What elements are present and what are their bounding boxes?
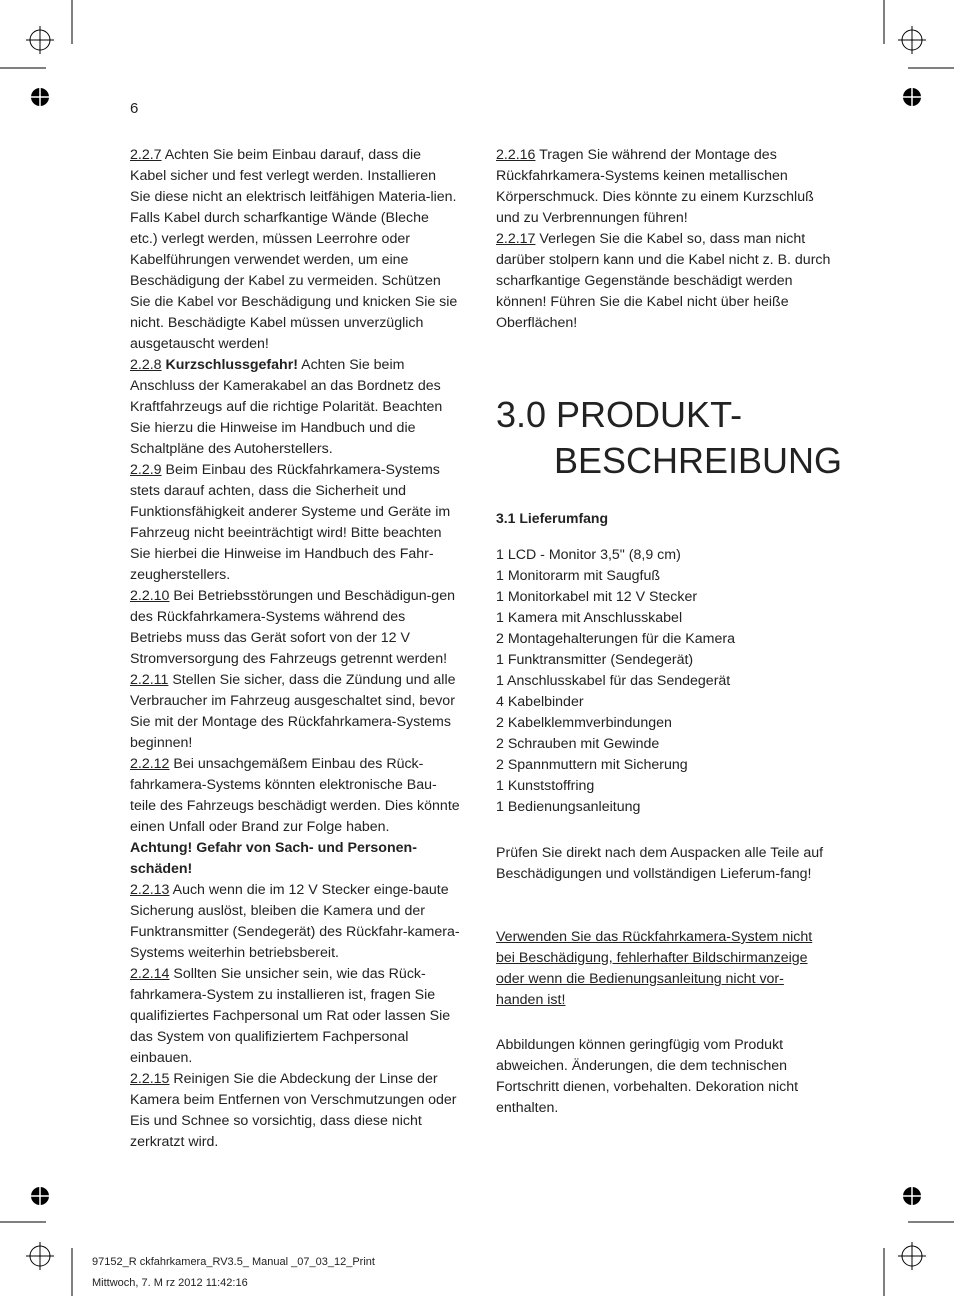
paragraph-text: Sollten Sie unsicher sein, wie das Rück-fahrkamera-System zu installieren ist, fragen Sie qualifiziertes Fachpersonal um Rat oder lassen Sie das System von qualifiziertem Fachpersonal einbauen. bbox=[130, 966, 451, 1066]
right-column-top bbox=[496, 145, 831, 334]
section-ref: 2.2.17 bbox=[496, 231, 536, 247]
paragraph bbox=[130, 1069, 460, 1153]
paragraph-text: Verlegen Sie die Kabel so, dass man nicht darüber stolpern kann und die Kabel nicht z. B. durch scharfkantige Gegenstände beschädigt werden können! Führen Sie die Kabel nicht über heiße Oberflächen! bbox=[496, 231, 831, 331]
warning-text: Verwenden Sie das Rückfahrkamera-System nicht bei Beschädigung, fehlerhafter Bildschirmanzeige oder wenn die Bedienungsanleitung nicht vor-handen ist! bbox=[496, 929, 813, 1008]
disclaimer-text: Abbildungen können geringfügig vom Produkt abweichen. Änderungen, die dem technischen Fortschritt dienen, vorbehalten. Dekoration nicht enthalten. bbox=[496, 1037, 799, 1116]
list-item: 2 Spannmuttern mit Sicherung bbox=[496, 757, 688, 773]
paragraph bbox=[130, 145, 460, 355]
bold-text: Kurzschlussgefahr! bbox=[161, 357, 298, 373]
list-item: 1 Bedienungsanleitung bbox=[496, 799, 641, 815]
section-ref: 2.2.10 bbox=[130, 588, 170, 604]
section-ref: 2.2.16 bbox=[496, 147, 536, 163]
paragraph-text: Tragen Sie während der Montage des Rückfahrkamera-Systems keinen metallischen Körperschmuck. Dies könnte zu einem Kurzschluß und zu Verbrennungen führen! bbox=[496, 147, 814, 226]
paragraph bbox=[130, 586, 460, 670]
subheading: 3.1 Lieferumfang bbox=[496, 510, 609, 526]
section-ref: 2.2.7 bbox=[130, 147, 162, 163]
paragraph-text: Bei Betriebsstörungen und Beschädigun-gen des Rückfahrkamera-Systems während des Betriebs muss das Gerät sofort von der 12 V Stromversorgung des Fahrzeugs getrennt werden! bbox=[130, 588, 455, 667]
list-item: 1 Monitorkabel mit 12 V Stecker bbox=[496, 589, 698, 605]
footer-line-2: Mittwoch, 7. M rz 2012 11:42:16 bbox=[92, 1277, 248, 1289]
paragraph bbox=[130, 670, 460, 754]
paragraph-text: Achten Sie beim Anschluss der Kamerakabel an das Bordnetz des Kraftfahrzeugs auf die richtige Polarität. Beachten Sie hierzu die Hinweise im Handbuch und die Schaltpläne des Autoherstellers. bbox=[130, 357, 443, 457]
heading-line-1: 3.0 PRODUKT- bbox=[496, 394, 743, 435]
section-heading bbox=[496, 392, 916, 484]
paragraph bbox=[130, 964, 460, 1069]
left-column bbox=[130, 145, 460, 1153]
section-ref: 2.2.12 bbox=[130, 756, 170, 772]
section-ref: 2.2.9 bbox=[130, 462, 162, 478]
list-item: 2 Kabelklemmverbindungen bbox=[496, 715, 672, 731]
section-ref: 2.2.15 bbox=[130, 1071, 170, 1087]
paragraph-text: Stellen Sie sicher, dass die Zündung und alle Verbraucher im Fahrzeug ausgeschaltet sind, bevor Sie mit der Montage des Rückfahrkamera-Systems beginnen! bbox=[130, 672, 456, 751]
bold-text: Achtung! Gefahr von Sach- und Personen-schäden! bbox=[130, 840, 417, 877]
list-item: 1 Monitorarm mit Saugfuß bbox=[496, 568, 661, 584]
paragraph bbox=[130, 460, 460, 586]
section-ref: 2.2.11 bbox=[130, 672, 169, 688]
paragraph-text: Auch wenn die im 12 V Stecker einge-baute Sicherung auslöst, bleiben die Kamera und der Funktransmitter (Sendegerät) des Rückfahr-kamera-Systems weiterhin betriebsbereit. bbox=[130, 882, 460, 961]
paragraph bbox=[130, 754, 460, 838]
list-item: 2 Schrauben mit Gewinde bbox=[496, 736, 660, 752]
paragraph bbox=[130, 880, 460, 964]
paragraph-text: Achten Sie beim Einbau darauf, dass die Kabel sicher und fest verlegt werden. Installieren Sie diese nicht an elektrisch leitfähigen Materia-lien. Falls Kabel durch scharfkantige Wände (Bleche etc.) verlegt werden, müssen Leerrohre oder Kabelführungen verwendet werden, um eine Beschädigung der Kabel zu vermeiden. Schützen Sie die Kabel vor Beschädigung und knicken Sie sie nicht. Beschädigte Kabel müssen unverzüglich ausgetauscht werden! bbox=[130, 147, 458, 352]
paragraph-text: Bei unsachgemäßem Einbau des Rück-fahrkamera-Systems könnten elektronische Bau-teile des Fahrzeugs beschädigt werden. Dies könnte einen Unfall oder Brand zur Folge haben. bbox=[130, 756, 460, 835]
list-item: 1 Kamera mit Anschlusskabel bbox=[496, 610, 683, 626]
delivery-list bbox=[496, 545, 735, 818]
paragraph bbox=[496, 229, 831, 334]
paragraph-text: Reinigen Sie die Abdeckung der Linse der Kamera beim Entfernen von Verschmutzungen oder Eis und Schnee so vorsichtig, dass diese nicht zerkratzt wird. bbox=[130, 1071, 457, 1150]
paragraph bbox=[130, 355, 460, 460]
list-item: 1 Kunststoffring bbox=[496, 778, 595, 794]
paragraph bbox=[130, 838, 460, 880]
section-ref: 2.2.8 bbox=[130, 357, 162, 373]
list-item: 4 Kabelbinder bbox=[496, 694, 584, 710]
list-item: 1 LCD - Monitor 3,5" (8,9 cm) bbox=[496, 547, 681, 563]
check-text: Prüfen Sie direkt nach dem Auspacken alle Teile auf Beschädigungen und vollständigen Lieferum-fang! bbox=[496, 845, 824, 882]
list-item: 1 Anschlusskabel für das Sendegerät bbox=[496, 673, 731, 689]
list-item: 2 Montagehalterungen für die Kamera bbox=[496, 631, 735, 647]
list-item: 1 Funktransmitter (Sendegerät) bbox=[496, 652, 694, 668]
paragraph-text: Beim Einbau des Rückfahrkamera-Systems stets darauf achten, dass die Sicherheit und Funktionsfähigkeit anderer Systeme und Geräte im Fahrzeug nicht beeinträchtigt wird! Bitte beachten Sie hierbei die Hinweise im Handbuch des Fahr-zeugherstellers. bbox=[130, 462, 451, 583]
paragraph bbox=[496, 145, 831, 229]
section-ref: 2.2.13 bbox=[130, 882, 170, 898]
page-number: 6 bbox=[130, 100, 139, 117]
footer-line-1: 97152_R ckfahrkamera_RV3.5_ Manual _07_03_12_Print bbox=[92, 1256, 375, 1268]
heading-line-2: BESCHREIBUNG bbox=[554, 440, 843, 481]
section-ref: 2.2.14 bbox=[130, 966, 170, 982]
